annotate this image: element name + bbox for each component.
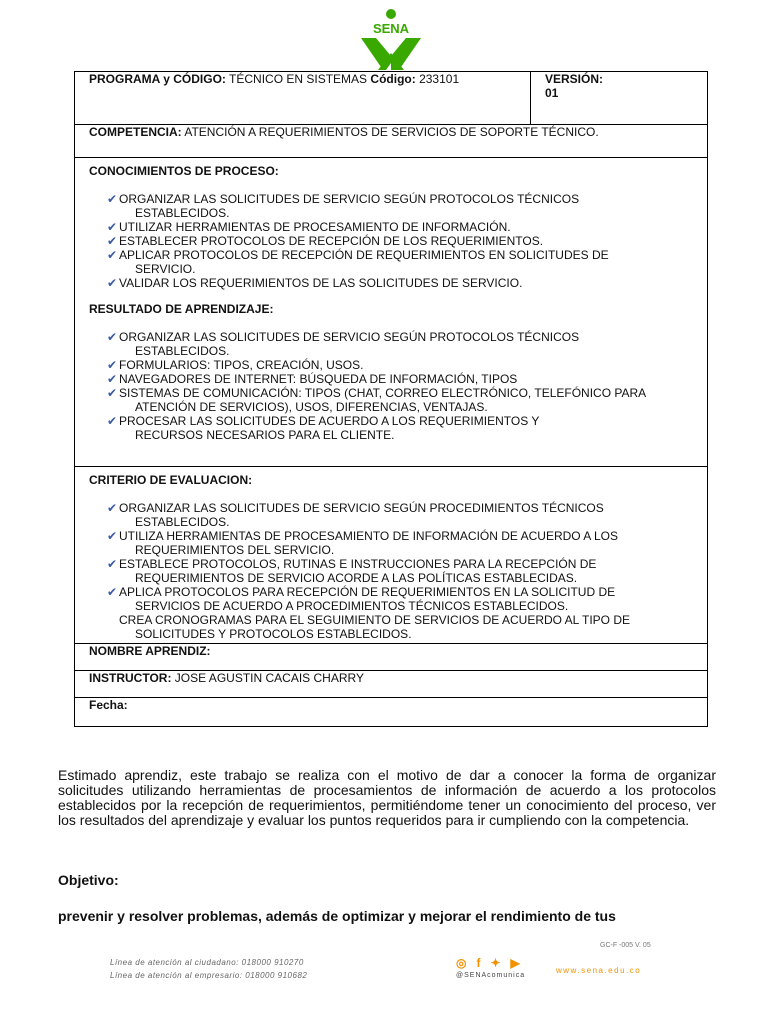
learning-result-item <box>107 358 693 372</box>
criteria-extra-item <box>107 613 693 641</box>
version-label: VERSIÓN: <box>545 72 604 86</box>
learning-result-item-text: PROCESAR LAS SOLICITUDES DE ACUERDO A LOS REQUERIMIENTOS Y <box>119 414 540 428</box>
document-code: GC-F -005 V. 05 <box>600 942 651 949</box>
learning-result-item-text-cont: ATENCIÓN DE SERVICIOS), USOS, DIFERENCIAS, VENTAJAS. <box>135 400 488 414</box>
learning-result-list <box>89 330 693 442</box>
date-label: Fecha: <box>89 698 128 712</box>
checkmark-icon: ✔ <box>107 192 118 206</box>
criteria-item <box>107 557 693 585</box>
criteria-extra-line2: SOLICITUDES Y PROTOCOLOS ESTABLECIDOS. <box>135 627 412 641</box>
checkmark-icon: ✔ <box>107 248 118 262</box>
process-row <box>75 158 708 467</box>
learning-result-item-text: ORGANIZAR LAS SOLICITUDES DE SERVICIO SEGÚN PROTOCOLOS TÉCNICOS <box>119 330 580 344</box>
objective-text: prevenir y resolver problemas, además de optimizar y mejorar el rendimiento de tus <box>58 908 616 924</box>
competency-cell <box>75 125 708 158</box>
criteria-item-text: ESTABLECE PROTOCOLOS, RUTINAS E INSTRUCCIONES PARA LA RECEPCIÓN DE <box>119 557 597 571</box>
process-cell <box>75 158 708 467</box>
knowledge-item <box>107 276 693 290</box>
logo-head <box>386 9 396 19</box>
version-cell <box>531 72 708 125</box>
learning-result-item-text-cont: ESTABLECIDOS. <box>135 344 230 358</box>
student-name-row <box>75 644 708 671</box>
criteria-item <box>107 501 693 529</box>
learning-result-title: RESULTADO DE APRENDIZAJE: <box>89 302 274 316</box>
social-icons <box>456 956 550 970</box>
learning-result-item <box>107 372 693 386</box>
criteria-extra-line1: CREA CRONOGRAMAS PARA EL SEGUIMIENTO DE SERVICIOS DE ACUERDO AL TIPO DE <box>119 613 631 627</box>
knowledge-item-text-cont: SERVICIO. <box>135 262 196 276</box>
social-block <box>456 956 550 979</box>
knowledge-item <box>107 248 693 276</box>
criteria-item-text-cont: SERVICIOS DE ACUERDO A PROCEDIMIENTOS TÉCNICOS ESTABLECIDOS. <box>135 599 569 613</box>
checkmark-icon: ✔ <box>107 386 118 400</box>
criteria-list <box>89 501 693 613</box>
knowledge-item <box>107 220 693 234</box>
business-phone-line: Línea de atención al empresario: 018000 910682 <box>110 971 308 980</box>
date-cell[interactable] <box>75 698 708 727</box>
objective-title: Objetivo: <box>58 872 119 888</box>
citizen-phone-line: Línea de atención al ciudadano: 018000 910270 <box>110 958 304 967</box>
learning-result-item-text: FORMULARIOS: TIPOS, CREACIÓN, USOS. <box>119 358 364 372</box>
knowledge-item-text: APLICAR PROTOCOLOS DE RECEPCIÓN DE REQUERIMIENTOS EN SOLICITUDES DE <box>119 248 609 262</box>
code-value: 233101 <box>419 72 460 86</box>
competency-row <box>75 125 708 158</box>
student-name-cell[interactable] <box>75 644 708 671</box>
checkmark-icon: ✔ <box>107 330 118 344</box>
knowledge-title: CONOCIMIENTOS DE PROCESO: <box>89 164 279 178</box>
code-label: Código: <box>370 72 416 86</box>
knowledge-item <box>107 234 693 248</box>
criteria-row <box>75 467 708 644</box>
checkmark-icon: ✔ <box>107 557 118 571</box>
learning-result-item-text: SISTEMAS DE COMUNICACIÓN: TIPOS (CHAT, CORREO ELECTRÓNICO, TELEFÓNICO PARA <box>119 386 647 400</box>
learning-result-item <box>107 414 693 442</box>
knowledge-item-text: VALIDAR LOS REQUERIMIENTOS DE LAS SOLICITUDES DE SERVICIO. <box>119 276 523 290</box>
checkmark-icon: ✔ <box>107 234 118 248</box>
criteria-item-text: APLICA PROTOCOLOS PARA RECEPCIÓN DE REQUERIMIENTOS EN LA SOLICITUD DE <box>119 585 616 599</box>
criteria-item-text-cont: ESTABLECIDOS. <box>135 515 230 529</box>
learning-result-item <box>107 386 693 414</box>
instructor-cell <box>75 671 708 698</box>
instructor-value: JOSE AGUSTIN CACAIS CHARRY <box>174 671 364 685</box>
instructor-label: INSTRUCTOR: <box>89 671 172 685</box>
knowledge-item-text-cont: ESTABLECIDOS. <box>135 206 230 220</box>
criteria-item-text: ORGANIZAR LAS SOLICITUDES DE SERVICIO SEGÚN PROCEDIMIENTOS TÉCNICOS <box>119 501 604 515</box>
knowledge-list <box>89 192 693 290</box>
logo-text: SENA <box>372 21 410 36</box>
date-row <box>75 698 708 727</box>
learning-result-item <box>107 330 693 358</box>
competency-label: COMPETENCIA: <box>89 125 182 139</box>
program-label: PROGRAMA y CÓDIGO: <box>89 72 226 86</box>
learning-result-item-text-cont: RECURSOS NECESARIOS PARA EL CLIENTE. <box>135 428 395 442</box>
knowledge-item-text: UTILIZAR HERRAMIENTAS DE PROCESAMIENTO DE INFORMACIÓN. <box>119 220 511 234</box>
facebook-icon[interactable]: f <box>476 956 481 970</box>
criteria-extra-list <box>89 613 693 641</box>
checkmark-icon: ✔ <box>107 358 118 372</box>
version-value: 01 <box>545 86 559 100</box>
competency-form <box>74 71 708 727</box>
checkmark-icon: ✔ <box>107 276 118 290</box>
checkmark-icon: ✔ <box>107 501 118 515</box>
knowledge-item-text: ORGANIZAR LAS SOLICITUDES DE SERVICIO SEGÚN PROTOCOLOS TÉCNICOS <box>119 192 580 206</box>
sena-logo <box>356 8 426 72</box>
program-cell <box>75 72 531 125</box>
checkmark-icon: ✔ <box>107 372 118 386</box>
intro-paragraph: Estimado aprendiz, este trabajo se realiza con el motivo de dar a conocer la forma de organizar solicitudes utilizando herramientas de procesamientos de información de acuerdo a los protocolos establecidos por la recepción de requerimientos, permitiéndome tener un conocimiento del proceso, ver los resultados del aprendizaje y evaluar los puntos requeridos para ir cumpliendo con la competencia. <box>58 767 716 828</box>
checkmark-icon: ✔ <box>107 585 118 599</box>
checkmark-icon: ✔ <box>107 414 118 428</box>
knowledge-item-text: ESTABLECER PROTOCOLOS DE RECEPCIÓN DE LOS REQUERIMIENTOS. <box>119 234 544 248</box>
criteria-cell <box>75 467 708 644</box>
criteria-item-text: UTILIZA HERRAMIENTAS DE PROCESAMIENTO DE INFORMACIÓN DE ACUERDO A LOS <box>119 529 618 543</box>
criteria-item-text-cont: REQUERIMIENTOS DEL SERVICIO. <box>135 543 335 557</box>
criteria-item <box>107 585 693 613</box>
youtube-icon[interactable]: ▶ <box>510 956 520 970</box>
student-name-label: NOMBRE APRENDIZ: <box>89 644 211 658</box>
criteria-item <box>107 529 693 557</box>
learning-result-item-text: NAVEGADORES DE INTERNET: BÚSQUEDA DE INFORMACIÓN, TIPOS <box>119 372 518 386</box>
instructor-row <box>75 671 708 698</box>
knowledge-item <box>107 192 693 220</box>
checkmark-icon: ✔ <box>107 529 118 543</box>
program-value: TÉCNICO EN SISTEMAS <box>229 72 368 86</box>
checkmark-icon: ✔ <box>107 220 118 234</box>
competency-value: ATENCIÓN A REQUERIMIENTOS DE SERVICIOS DE SOPORTE TÉCNICO. <box>184 125 599 139</box>
criteria-item-text-cont: REQUERIMIENTOS DE SERVICIO ACORDE A LAS POLÍTICAS ESTABLECIDAS. <box>135 571 578 585</box>
instagram-icon[interactable]: ◎ <box>456 956 467 970</box>
website-link[interactable]: www.sena.edu.co <box>556 966 642 975</box>
twitter-icon[interactable]: ✦ <box>490 956 501 970</box>
criteria-title: CRITERIO DE EVALUACION: <box>89 473 253 487</box>
program-row <box>75 72 708 125</box>
social-handle: @SENAcomunica <box>456 972 526 979</box>
